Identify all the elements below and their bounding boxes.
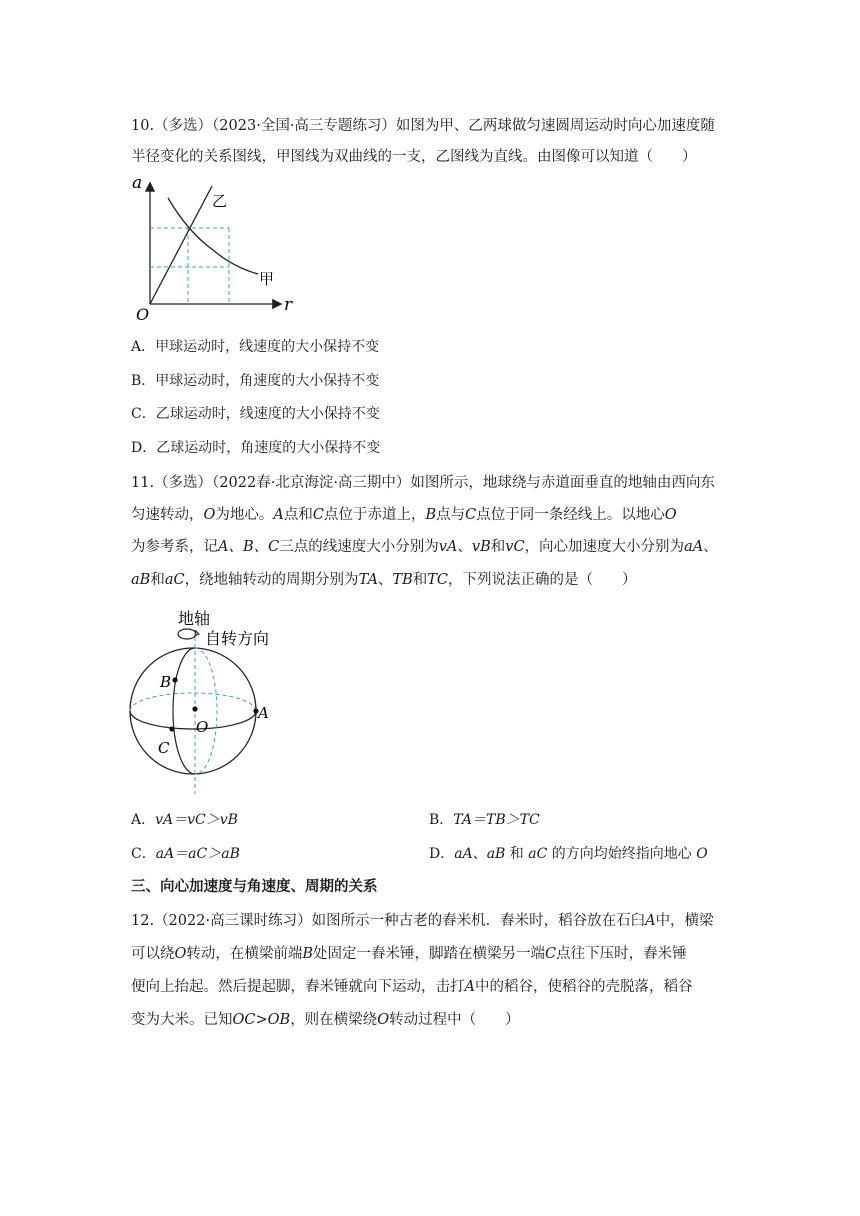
q12-line-4: 变为大米。已知OC>OB，则在横梁绕O转动过程中（ ） — [131, 1012, 520, 1028]
earth-circle — [130, 648, 256, 774]
point-o — [192, 706, 197, 711]
q11-option-d: D．aA、aB 和 aC 的方向均始终指向地心 O — [429, 846, 708, 862]
rotation-label: 自转方向 — [205, 629, 270, 648]
point-c — [169, 726, 174, 731]
x-axis-label: r — [284, 295, 293, 315]
q11-line-4: aB和aC，绕地轴转动的周期分别为TA、TB和TC，下列说法正确的是（ ） — [131, 572, 637, 588]
meridian-back — [195, 648, 217, 774]
q10-line-2: 半径变化的关系图线，甲图线为双曲线的一支，乙图线为直线。由图像可以知道（ ） — [131, 149, 697, 165]
q11-earth-figure — [126, 604, 286, 796]
q10-option-c: C．乙球运动时，线速度的大小保持不变 — [131, 406, 380, 422]
label-b: B — [160, 673, 172, 691]
q11-option-c: C．aA＝aC＞aB — [131, 846, 240, 862]
axis-label: 地轴 — [178, 609, 211, 628]
q12-line-1: 12.（2022·高三课时练习）如图所示一种古老的舂米机．舂米时，稻谷放在石臼A中，横梁 — [131, 913, 714, 929]
q10-option-d: D．乙球运动时，角速度的大小保持不变 — [131, 440, 381, 456]
label-o: O — [196, 718, 209, 736]
q11-line-1: 11.（多选）（2022春·北京海淀·高三期中）如图所示，地球绕与赤道面垂直的地轴由西向东 — [131, 475, 715, 491]
equator-front — [130, 711, 256, 729]
q10-option-a: A．甲球运动时，线速度的大小保持不变 — [131, 339, 380, 355]
yi-line — [150, 186, 212, 304]
q12-line-2: 可以绕O转动，在横梁前端B处固定一舂米锤，脚踏在横梁另一端C点往下压时，舂米锤 — [131, 946, 687, 962]
q10-line-1: 10.（多选）（2023·全国·高三专题练习）如图为甲、乙两球做匀速圆周运动时向心加速度随 — [131, 118, 715, 134]
jia-label: 甲 — [259, 270, 275, 288]
q10-graph-figure — [128, 172, 308, 324]
q12-line-3: 便向上抬起。然后提起脚，舂米锤就向下运动，击打A中的稻谷，使稻谷的壳脱落，稻谷 — [131, 979, 693, 995]
point-b — [172, 677, 177, 682]
q11-line-3: 为参考系，记A、B、C三点的线速度大小分别为vA、vB和vC，向心加速度大小分别为aA、 — [131, 539, 718, 555]
yi-label: 乙 — [212, 192, 228, 210]
origin-label: O — [136, 305, 150, 324]
q11-option-a: A．vA＝vC＞vB — [131, 812, 238, 828]
q11-line-2: 匀速转动，O为地心。A点和C点位于赤道上，B点与C点位于同一条经线上。以地心O — [131, 507, 677, 523]
meridian-front — [173, 648, 195, 774]
q10-option-b: B．甲球运动时，角速度的大小保持不变 — [131, 373, 380, 389]
label-a: A — [258, 704, 269, 722]
y-axis-label: a — [132, 173, 143, 193]
label-c: C — [158, 739, 170, 757]
q11-option-b: B．TA＝TB＞TC — [429, 812, 540, 828]
section-3-title: 三、向心加速度与角速度、周期的关系 — [131, 878, 378, 895]
rotation-arrow-icon — [178, 629, 196, 639]
